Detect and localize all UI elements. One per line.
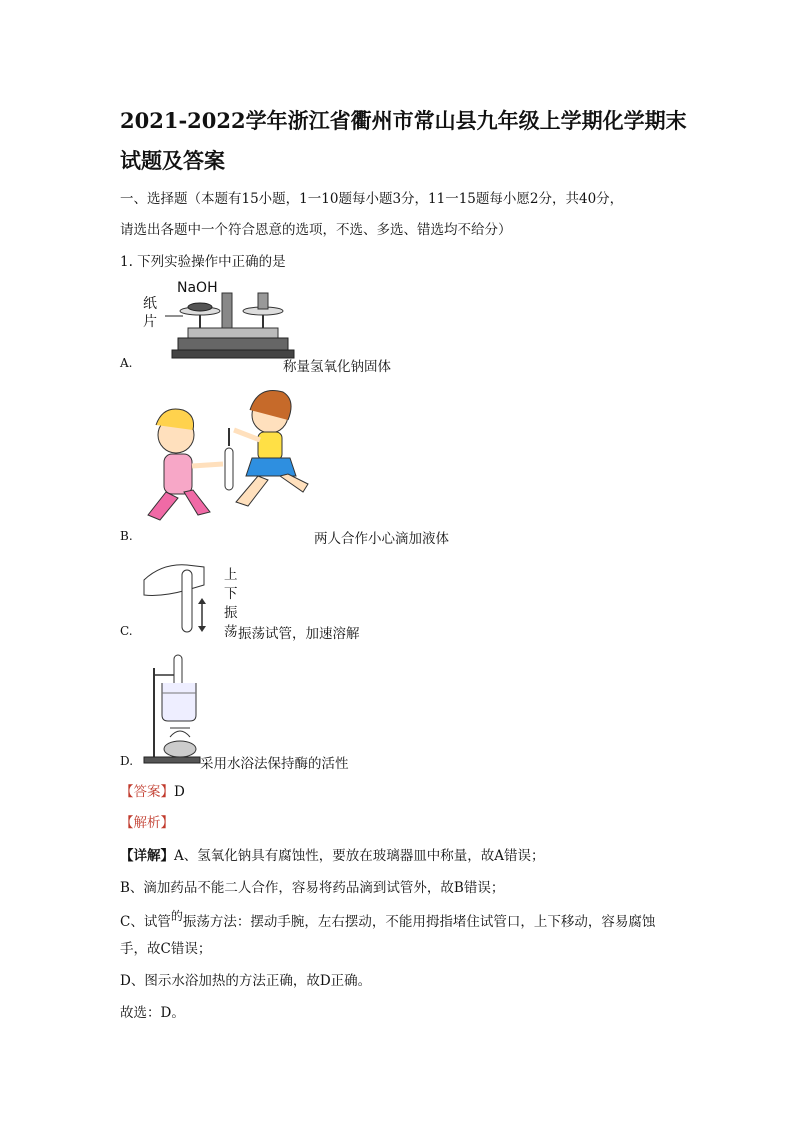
question-text: 1. 下列实验操作中正确的是 [120,254,286,270]
detail-c-line1 [120,910,655,930]
fig-a-naoh: NaOH [177,280,218,296]
doc-title-line1: 2021-2022学年浙江省衢州市常山县九年级上学期化学期末 [120,108,687,133]
doc-title-line2: 试题及答案 [120,148,225,173]
option-b-caption: 两人合作小心滴加液体 [314,531,449,547]
detail-c-super: 的 [170,909,183,923]
option-b-letter: B. [120,529,133,543]
option-a-letter: A. [120,356,133,370]
option-d-caption: 采用水浴法保持酶的活性 [200,756,349,772]
fig-c-label-down: 下 [224,586,238,602]
detail-a: A、氢氧化钠具有腐蚀性，要放在玻璃器皿中称量，故A错误； [174,848,545,864]
option-d-letter: D. [120,754,134,768]
detail-c-line2: 手，故C错误； [120,941,212,957]
detail-c-rest: 振荡方法：摆动手腕，左右摆动，不能用拇指堵住试管口，上下移动，容易腐蚀 [182,914,656,930]
detail-d: D、图示水浴加热的方法正确，故D正确。 [120,973,372,989]
option-c-caption: 振荡试管，加速溶解 [238,626,360,642]
analysis-label: 【解析】 [120,815,174,831]
shaking-figure [142,555,212,635]
balance-figure [158,283,298,368]
fig-a-label-1: 纸 [143,296,157,312]
fig-c-label-shake1: 振 [224,605,238,621]
detail-label: 【详解】 [120,848,174,864]
section-header-line1: 一、选择题（本题有15小题，1一10题每小题3分，11一15题每小愿2分，共40分， [120,191,624,207]
children-figure [138,380,318,530]
option-c-letter: C. [120,624,133,638]
answer-line [120,780,185,800]
detail-c-prefix: C、试管 [120,914,171,930]
detail-b: B、滴加药品不能二人合作，容易将药品滴到试管外，故B错误； [120,880,505,896]
answer-value: D [174,784,185,800]
answer-label: 【答案】 [120,784,174,800]
conclusion: 故选：D。 [120,1005,185,1021]
option-a-caption: 称量氢氧化钠固体 [283,359,391,375]
fig-c-label-shake2: 荡 [224,624,238,640]
detail-a-line [120,844,545,864]
fig-a-label-2: 片 [143,314,157,330]
section-header-line2: 请选出各题中一个符合恩意的选项，不选、多选、错选均不给分） [120,222,512,238]
water-bath-figure [140,653,202,771]
fig-c-label-up: 上 [224,567,238,583]
